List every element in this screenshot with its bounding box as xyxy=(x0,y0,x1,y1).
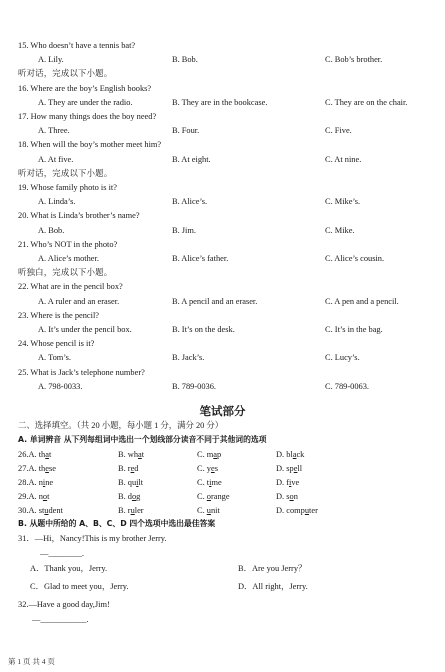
phonetic-underlined-letter: a xyxy=(213,450,218,459)
phonetic-word-prefix: D. sp xyxy=(276,464,294,473)
phonetic-option xyxy=(18,463,56,474)
phonetic-underlined-letter: i xyxy=(289,478,292,487)
phonetic-word-prefix: C. xyxy=(197,506,207,515)
phonetic-word-prefix: B. qu xyxy=(118,478,137,487)
phonetic-underlined-letter: u xyxy=(130,506,135,515)
phonetic-underlined-letter: e xyxy=(130,464,135,473)
option-c: C. Five. xyxy=(325,126,352,136)
question-31-blank: —________. xyxy=(40,549,84,558)
question-31-option-d: D．All right，Jerry. xyxy=(238,582,308,591)
phonetic-word-prefix: B. r xyxy=(118,464,131,473)
listening-instruction: 听对话，完成以下小题。 xyxy=(18,168,113,178)
phonetic-word-prefix: D. s xyxy=(276,492,290,501)
question-text: 25. What is Jack’s telephone number? xyxy=(18,367,145,377)
option-b: B. 789-0036. xyxy=(172,381,216,391)
phonetic-word-prefix: A. n xyxy=(28,478,43,487)
option-b: B. It’s on the desk. xyxy=(172,325,235,334)
page-footer: 第 1 页 共 4 页 xyxy=(8,657,55,666)
phonetic-option xyxy=(197,449,221,460)
phonetic-number: 27. xyxy=(18,464,29,473)
question-text: 20. What is Linda’s brother’s name? xyxy=(18,211,140,221)
phonetic-word-prefix: B. r xyxy=(118,506,131,515)
option-a: A. Linda’s. xyxy=(38,197,76,207)
phonetic-word-prefix: C. m xyxy=(197,450,214,459)
phonetic-option xyxy=(276,477,299,488)
question-31-option-c: C．Glad to meet you，Jerry. xyxy=(30,582,129,591)
phonetic-underlined-letter: o xyxy=(131,492,137,501)
question-text: 22. What are in the pencil box? xyxy=(18,282,123,292)
phonetic-option xyxy=(276,491,298,502)
listening-instruction: 听对话，完成以下小题。 xyxy=(18,69,113,79)
partB-heading: B. 从题中所给的 A、B、C、D 四个选项中选出最佳答案 xyxy=(18,519,216,528)
option-b: B. A pencil and an eraser. xyxy=(172,296,258,306)
phonetic-word-suffix: lt xyxy=(138,478,144,487)
phonetic-option xyxy=(18,449,51,460)
phonetic-underlined-letter: a xyxy=(138,450,142,459)
phonetic-underlined-letter: e xyxy=(210,464,215,473)
option-c: C. Mike. xyxy=(325,225,355,235)
phonetic-number: 28. xyxy=(18,478,29,487)
question-text: 24. Whose pencil is it? xyxy=(18,339,95,349)
phonetic-underlined-letter: o xyxy=(289,492,294,501)
phonetic-option xyxy=(118,463,138,474)
phonetic-word-suffix: n xyxy=(293,492,298,501)
option-b: B. Four. xyxy=(172,126,200,136)
option-a: A. At five. xyxy=(38,154,74,164)
option-a: A. Bob. xyxy=(38,225,65,235)
option-a: A. Three. xyxy=(38,126,70,136)
question-text: 23. Where is the pencil? xyxy=(18,310,100,320)
question-31-option-a: A．Thank you，Jerry. xyxy=(30,564,108,573)
phonetic-option xyxy=(276,449,304,460)
phonetic-word-prefix: A. st xyxy=(28,506,45,515)
option-b: B. They are in the bookcase. xyxy=(172,97,268,107)
phonetic-underlined-letter: u xyxy=(44,506,49,515)
phonetic-word-prefix: A. th xyxy=(28,450,46,459)
phonetic-word-suffix: t xyxy=(47,492,50,501)
phonetic-underlined-letter: e xyxy=(293,464,298,473)
phonetic-option xyxy=(197,505,220,516)
phonetic-word-suffix: s xyxy=(214,464,218,473)
phonetic-word-suffix: p xyxy=(217,450,222,459)
question-text: 16. Where are the boy’s English books? xyxy=(18,83,152,93)
option-c: C. Mike’s. xyxy=(325,197,361,207)
phonetic-word-suffix: t xyxy=(141,450,145,459)
phonetic-word-prefix: C. t xyxy=(197,478,210,487)
phonetic-word-prefix: A. n xyxy=(28,492,43,501)
phonetic-option xyxy=(276,463,302,474)
phonetic-word-suffix: t xyxy=(48,450,52,459)
phonetic-underlined-letter: e xyxy=(45,464,49,473)
option-a: A. 798-0033. xyxy=(38,381,83,391)
option-a: A. A ruler and an eraser. xyxy=(38,296,120,306)
phonetic-word-suffix: ler xyxy=(134,506,144,515)
listening-instruction: 听独白，完成以下小题。 xyxy=(18,268,113,278)
phonetic-number: 26. xyxy=(18,450,29,459)
phonetic-word-prefix: B. d xyxy=(118,492,132,501)
phonetic-word-suffix: range xyxy=(210,492,230,501)
option-c: C. They are on the chair. xyxy=(325,97,408,107)
question-text: 21. Who’s NOT in the photo? xyxy=(18,239,118,249)
option-a: A. Lily. xyxy=(38,55,64,65)
phonetic-underlined-letter: i xyxy=(42,478,46,487)
option-c: C. Lucy’s. xyxy=(325,353,360,363)
phonetic-underlined-letter: i xyxy=(209,478,212,487)
phonetic-option xyxy=(118,449,144,460)
phonetic-word-suffix: se xyxy=(48,464,56,473)
option-a: A. Tom’s. xyxy=(38,353,71,363)
question-31-stem: 31．—Hi，Nancy!This is my brother Jerry. xyxy=(18,534,167,543)
option-a: A. Alice’s mother. xyxy=(38,254,99,263)
phonetic-option xyxy=(118,505,144,516)
question-31-option-b: B．Are you Jerry？ xyxy=(238,564,307,573)
phonetic-option xyxy=(197,463,218,474)
phonetic-number: 30. xyxy=(18,506,29,515)
phonetic-word-suffix: ck xyxy=(296,450,305,459)
phonetic-option xyxy=(197,491,230,502)
question-text: 15. Who doesn’t have a tennis bat? xyxy=(18,41,136,50)
phonetic-underlined-letter: u xyxy=(304,506,310,515)
option-c: C. It’s in the bag. xyxy=(325,325,383,334)
phonetic-word-suffix: d xyxy=(134,464,139,473)
phonetic-option xyxy=(18,505,63,516)
written-section-title: 笔试部分 xyxy=(199,404,246,418)
phonetic-option xyxy=(118,491,140,502)
option-a: A. They are under the radio. xyxy=(38,97,133,107)
phonetic-underlined-letter: o xyxy=(42,492,48,501)
phonetic-word-prefix: A. th xyxy=(28,464,46,473)
phonetic-underlined-letter: o xyxy=(206,492,211,501)
option-c: C. Bob’s brother. xyxy=(325,55,383,65)
phonetic-number: 29. xyxy=(18,492,29,501)
phonetic-word-suffix: dent xyxy=(48,506,63,515)
partA-heading: A. 单词辨音 从下列每组词中选出一个划线部分读音不同于其他词的选项 xyxy=(18,435,267,444)
option-c: C. A pen and a pencil. xyxy=(325,296,399,306)
phonetic-word-suffix: nit xyxy=(210,506,220,515)
phonetic-underlined-letter: a xyxy=(292,450,297,459)
phonetic-option xyxy=(197,477,222,488)
option-b: B. Bob. xyxy=(172,55,198,65)
question-32-stem: 32.—Have a good day,Jim! xyxy=(18,600,110,609)
section2-heading: 二、选择填空。（共 20 小题，每小题 1 分，满分 20 分） xyxy=(18,421,224,430)
phonetic-underlined-letter: a xyxy=(45,450,49,459)
question-text: 17. How many things does the boy need? xyxy=(18,112,157,121)
phonetic-word-prefix: D. comp xyxy=(276,506,305,515)
question-32-blank: —___________. xyxy=(32,615,89,624)
phonetic-word-prefix: B. wh xyxy=(118,450,139,459)
phonetic-word-suffix: ll xyxy=(297,464,303,473)
phonetic-option xyxy=(18,477,53,488)
question-text: 18. When will the boy’s mother meet him? xyxy=(18,140,162,150)
phonetic-option xyxy=(118,477,143,488)
option-c: C. 789-0063. xyxy=(325,381,369,391)
phonetic-underlined-letter: u xyxy=(206,506,211,515)
phonetic-option xyxy=(18,491,49,502)
option-a: A. It’s under the pencil box. xyxy=(38,325,132,334)
phonetic-word-suffix: ne xyxy=(45,478,54,487)
phonetic-word-prefix: C. y xyxy=(197,464,211,473)
phonetic-word-suffix: me xyxy=(211,478,222,487)
phonetic-word-prefix: D. f xyxy=(276,478,290,487)
option-c: C. Alice’s cousin. xyxy=(325,254,385,263)
phonetic-word-prefix: C. xyxy=(197,492,207,501)
phonetic-word-suffix: ter xyxy=(309,506,318,515)
option-b: B. Alice’s. xyxy=(172,197,208,207)
phonetic-word-prefix: D. bl xyxy=(276,450,293,459)
phonetic-underlined-letter: i xyxy=(136,478,139,487)
phonetic-word-suffix: g xyxy=(136,492,141,501)
option-b: B. Alice’s father. xyxy=(172,254,229,263)
option-b: B. At eight. xyxy=(172,154,211,164)
option-b: B. Jim. xyxy=(172,225,196,235)
option-b: B. Jack’s. xyxy=(172,353,205,363)
question-text: 19. Whose family photo is it? xyxy=(18,183,117,192)
option-c: C. At nine. xyxy=(325,154,362,164)
phonetic-word-suffix: ve xyxy=(291,478,300,487)
phonetic-option xyxy=(276,505,318,516)
